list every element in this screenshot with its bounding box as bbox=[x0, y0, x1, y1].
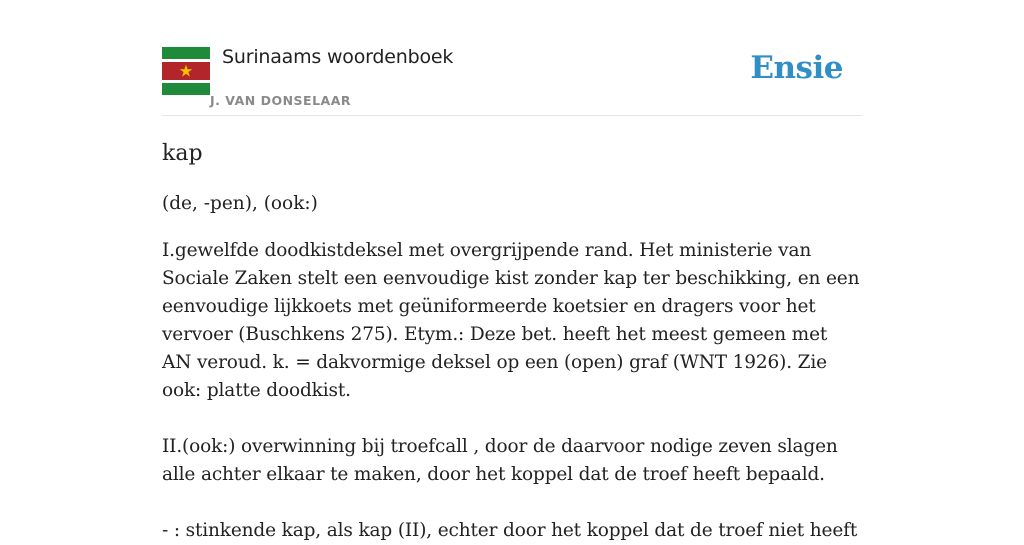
entry-headword: kap bbox=[162, 141, 203, 166]
dictionary-title[interactable]: Surinaams woordenboek bbox=[222, 46, 454, 68]
ensie-logo[interactable]: Ensie bbox=[750, 50, 843, 86]
entry-content bbox=[162, 138, 862, 545]
suriname-flag-icon[interactable] bbox=[162, 47, 210, 95]
flag-graphic bbox=[162, 47, 210, 95]
definition-paragraph-1: I.gewelfde doodkistdeksel met overgrijpende rand. Het ministerie van Sociale Zaken stelt een eenvoudige kist zonder kap ter beschikking, en een eenvoudige lijkkoets met geüniformeerde koetsier en dragers voor het vervoer (Buschkens 275). Etym.: Deze bet. heeft het meest gemeen met AN veroud. k. = dakvormige deksel op een (open) graf (WNT 1926). Zie ook: platte doodkist. bbox=[162, 240, 860, 401]
definition-paragraph-2: II.(ook:) overwinning bij troefcall , door de daarvoor nodige zeven slagen alle achter elkaar te maken, door het koppel dat de troef heeft bepaald. bbox=[162, 436, 838, 485]
definition-paragraph-3: - : stinkende kap, als kap (II), echter door het koppel dat de troef niet heeft bbox=[162, 520, 858, 541]
site-header bbox=[162, 0, 862, 116]
entry-grammar: (de, -pen), (ook:) bbox=[162, 193, 318, 214]
dictionary-author[interactable]: J. VAN DONSELAAR bbox=[210, 93, 352, 108]
